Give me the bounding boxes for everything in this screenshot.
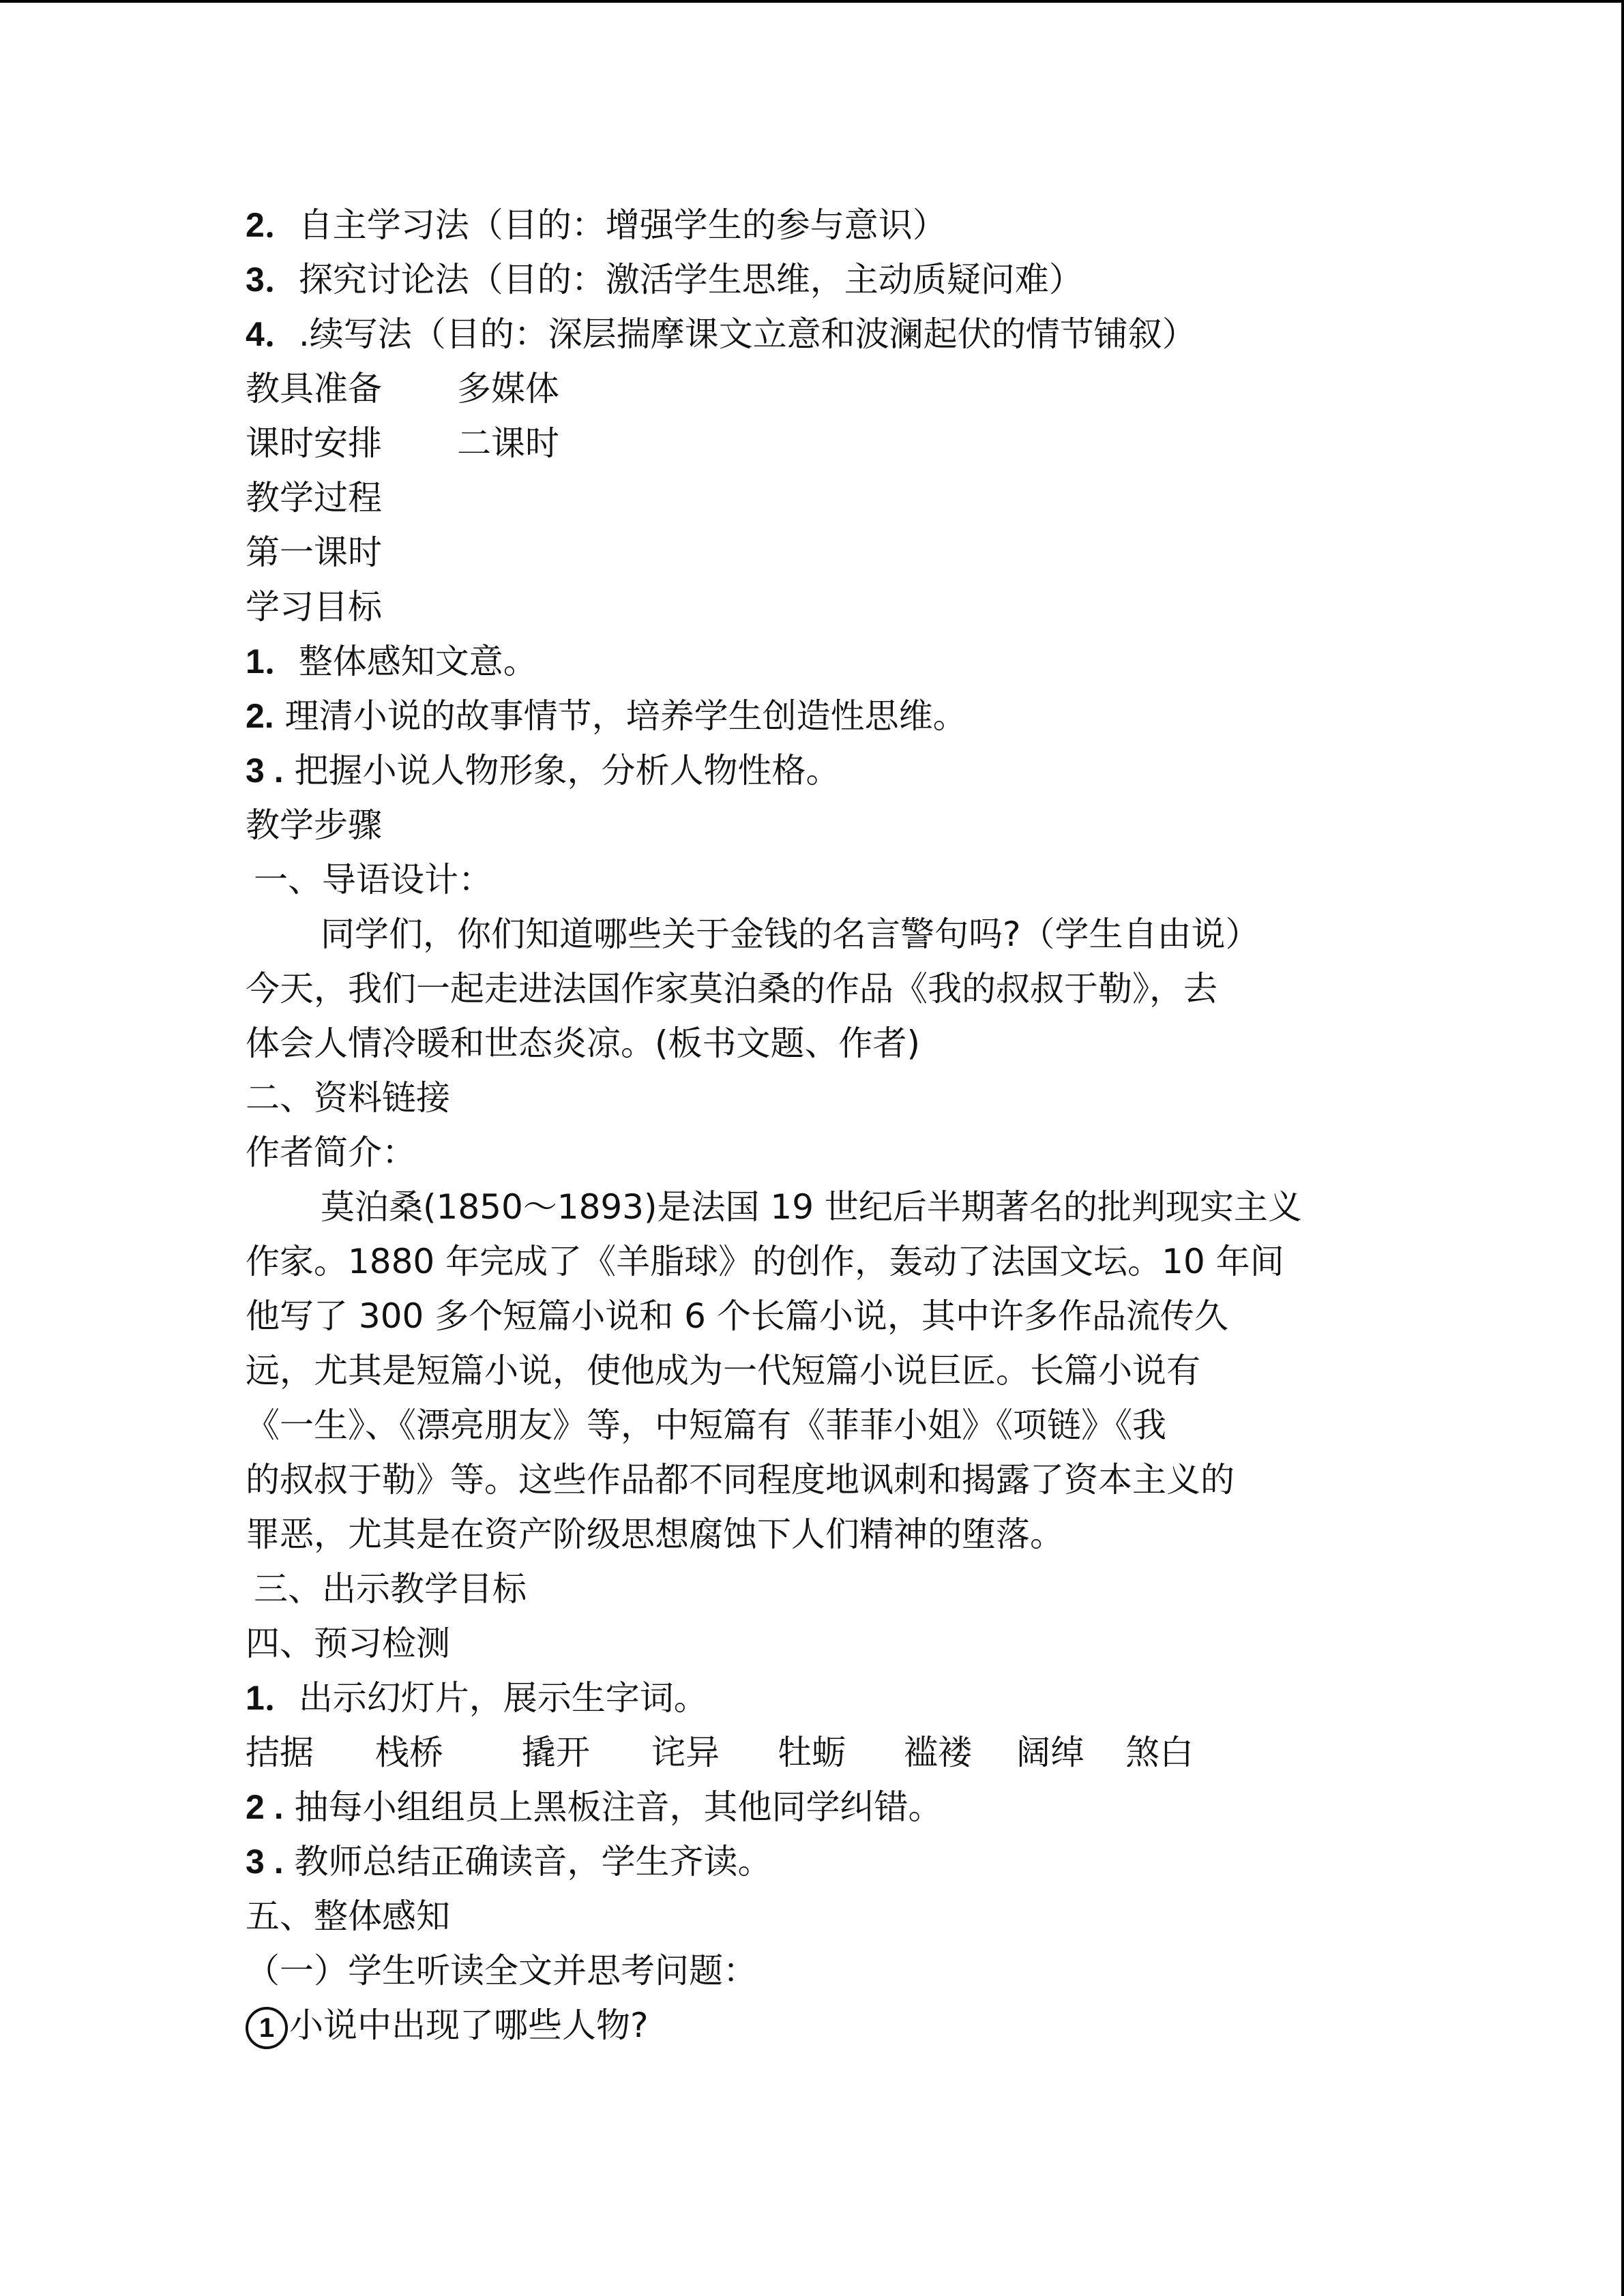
page-border-top [0,0,1624,3]
method-item [246,198,1391,252]
vocab-word: 栈桥 [375,1733,443,1772]
tools-row [246,361,1391,416]
section-heading-overview: 五、整体感知 [246,1896,450,1936]
goal-item [246,743,1391,798]
steps-heading: 教学步骤 [246,805,382,845]
preview-text: 教师总结正确读音，学生齐读。 [283,1842,772,1881]
vocab-word: 阔绰 [1016,1733,1084,1772]
vocab-word: 诧异 [651,1733,720,1772]
goal-text: 理清小说的故事情节，培养学生创造性思维。 [274,696,967,736]
list-number: 2． [246,206,299,244]
goal-text: 整体感知文意。 [298,642,537,681]
hours-row [246,416,1391,471]
section-heading-intro: 一、导语设计： [254,860,492,899]
hours-value: 二课时 [457,423,559,463]
list-number: 4． [246,315,299,353]
author-line: 他写了 300 多个短篇小说和 6 个长篇小说，其中许多作品流传久 [246,1296,1228,1336]
page-border-right [1621,0,1624,2296]
list-number: 3 . [246,751,284,790]
circled-number: 1 [246,2007,288,2049]
method-item [246,252,1391,307]
section-heading-materials: 二、资料链接 [246,1078,450,1118]
question-item [246,1998,1391,2053]
vocab-row [246,1725,1391,1780]
vocab-word: 拮据 [246,1733,314,1772]
question-text: 小说中出现了哪些人物? [289,2006,649,2045]
author-line: 作家。1880 年完成了《羊脂球》的创作，轰动了法国文坛。10 年间 [246,1242,1284,1281]
author-line: 远，尤其是短篇小说，使他成为一代短篇小说巨匠。长篇小说有 [246,1351,1200,1390]
tools-value: 多媒体 [457,369,559,408]
list-number: 2. [246,697,274,735]
preview-text: 出示幻灯片，展示生字词。 [298,1678,708,1718]
tools-label: 教具准备 [246,369,382,408]
list-number: 3． [246,260,299,299]
vocab-word: 撬开 [522,1733,590,1772]
section-heading-preview: 四、预习检测 [246,1624,450,1663]
method-item [246,307,1391,361]
author-line: 罪恶，尤其是在资产阶级思想腐蚀下人们精神的堕落。 [246,1515,1064,1554]
hours-label: 课时安排 [246,423,382,463]
section-heading-goals: 三、出示教学目标 [254,1569,527,1609]
vocab-word: 煞白 [1125,1733,1194,1772]
intro-line: 同学们，你们知道哪些关于金钱的名言警句吗?（学生自由说） [321,914,1260,954]
list-number: 1． [246,1679,299,1717]
preview-item [246,1834,1391,1889]
preview-text: 抽每小组组员上黑板注音，其他同学纠错。 [283,1787,943,1827]
method-text: 自主学习法（目的：增强学生的参与意识） [298,205,947,245]
preview-item [246,1671,1391,1725]
intro-line: 今天，我们一起走进法国作家莫泊桑的作品《我的叔叔于勒》，去 [246,969,1217,1009]
goal-item [246,689,1391,743]
sub-heading-listen: （一）学生听读全文并思考问题： [246,1951,757,1991]
goal-text: 把握小说人物形象，分析人物性格。 [283,751,840,790]
method-text: 探究讨论法（目的：激活学生思维，主动质疑问难） [298,260,1083,299]
document-body [246,198,1391,2053]
goals-heading: 学习目标 [246,587,382,627]
preview-item [246,1780,1391,1834]
vocab-word: 褴褛 [904,1733,972,1772]
author-heading: 作者简介： [246,1133,416,1172]
method-text: .续写法（目的：深层揣摩课文立意和波澜起伏的情节铺叙） [298,314,1196,354]
goal-item [246,634,1391,689]
list-number: 3 . [246,1843,284,1881]
lesson-heading: 第一课时 [246,533,382,572]
author-line: 的叔叔于勒》等。这些作品都不同程度地讽刺和揭露了资本主义的 [246,1460,1235,1500]
intro-line: 体会人情冷暖和世态炎凉。(板书文题、作者) [246,1024,921,1063]
list-number: 1． [246,642,299,681]
author-line: 莫泊桑(1850～1893)是法国 19 世纪后半期著名的批判现实主义 [321,1187,1302,1227]
vocab-word: 牡蛎 [778,1733,846,1772]
author-line: 《一生》、《漂亮朋友》等，中短篇有《菲菲小姐》《项链》《我 [246,1405,1166,1445]
list-number: 2 . [246,1788,284,1826]
process-heading: 教学过程 [246,478,382,518]
